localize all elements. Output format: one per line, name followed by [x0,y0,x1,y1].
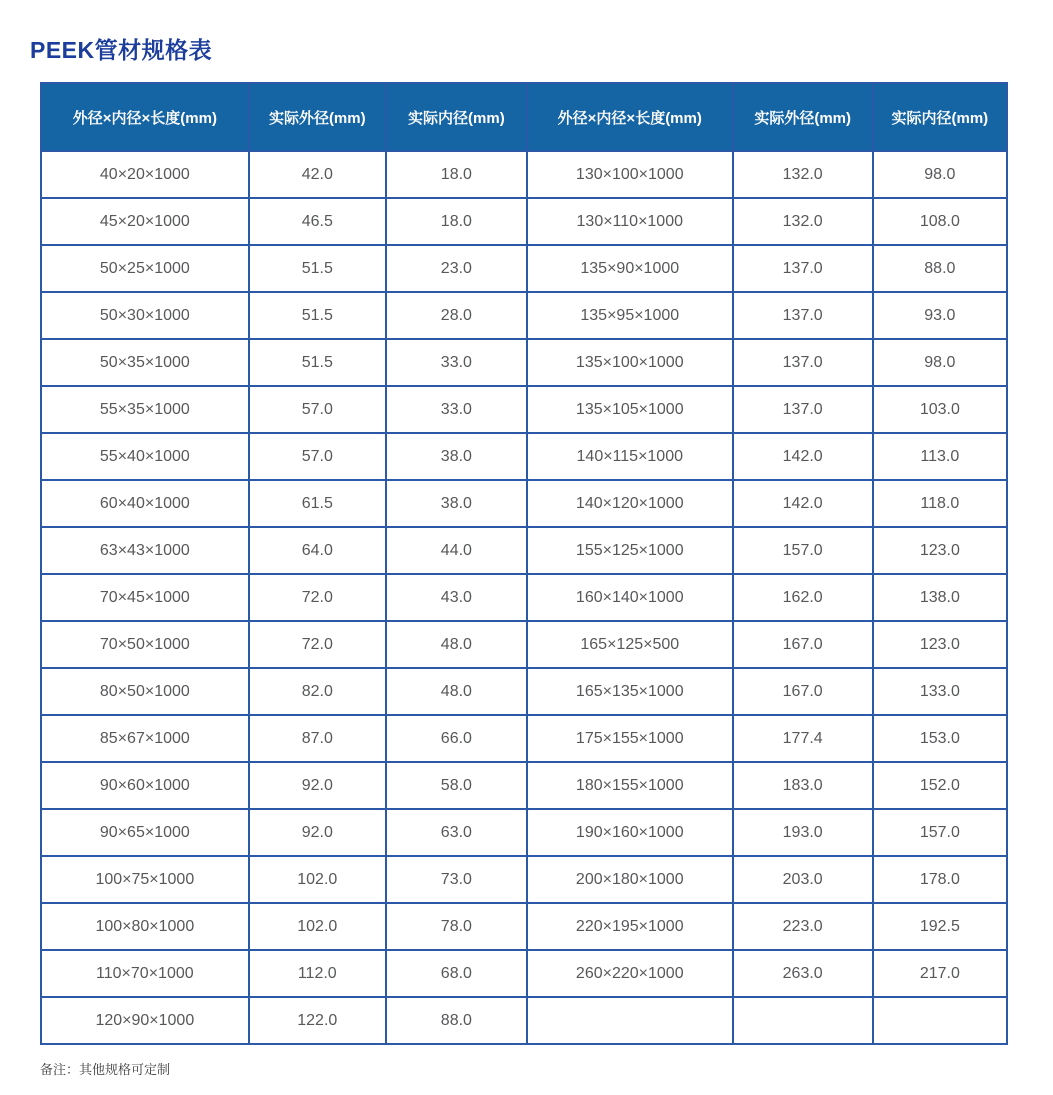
table-cell: 123.0 [873,527,1007,574]
table-row [41,856,1007,903]
table-cell: 190×160×1000 [527,809,733,856]
table-cell: 18.0 [386,151,527,198]
table-cell: 64.0 [249,527,386,574]
table-cell: 72.0 [249,621,386,668]
table-cell: 60×40×1000 [41,480,249,527]
table-cell: 193.0 [733,809,873,856]
table-cell: 138.0 [873,574,1007,621]
table-cell: 98.0 [873,151,1007,198]
table-cell: 51.5 [249,339,386,386]
table-cell: 165×125×500 [527,621,733,668]
table-cell: 46.5 [249,198,386,245]
table-cell: 45×20×1000 [41,198,249,245]
table-cell [873,997,1007,1044]
table-cell: 50×30×1000 [41,292,249,339]
page-title: PEEK管材规格表 [30,37,213,63]
header-cell-actual-id-left: 实际内径(mm) [386,83,527,151]
table-cell: 50×25×1000 [41,245,249,292]
table-cell: 133.0 [873,668,1007,715]
table-cell: 167.0 [733,668,873,715]
table-cell: 120×90×1000 [41,997,249,1044]
header-cell-actual-od-right: 实际外径(mm) [733,83,873,151]
table-row [41,151,1007,198]
table-cell: 113.0 [873,433,1007,480]
table-cell: 48.0 [386,621,527,668]
table-cell: 130×110×1000 [527,198,733,245]
header-cell-spec-right: 外径×内径×长度(mm) [527,83,733,151]
table-cell: 140×120×1000 [527,480,733,527]
table-cell: 155×125×1000 [527,527,733,574]
table-row [41,480,1007,527]
table-row [41,950,1007,997]
table-cell: 220×195×1000 [527,903,733,950]
table-cell: 152.0 [873,762,1007,809]
table-row [41,433,1007,480]
table-row [41,339,1007,386]
table-cell: 203.0 [733,856,873,903]
table-cell: 57.0 [249,386,386,433]
table-row [41,292,1007,339]
table-cell: 63×43×1000 [41,527,249,574]
table-cell: 167.0 [733,621,873,668]
table-cell: 200×180×1000 [527,856,733,903]
table-row [41,621,1007,668]
table-row [41,527,1007,574]
table-cell: 38.0 [386,433,527,480]
table-cell: 175×155×1000 [527,715,733,762]
table-cell: 93.0 [873,292,1007,339]
table-cell: 73.0 [386,856,527,903]
table-cell: 57.0 [249,433,386,480]
table-cell: 98.0 [873,339,1007,386]
table-row [41,762,1007,809]
table-cell: 90×65×1000 [41,809,249,856]
table-cell: 142.0 [733,433,873,480]
table-cell: 130×100×1000 [527,151,733,198]
table-row [41,574,1007,621]
spec-table-header [41,83,1007,151]
table-cell: 66.0 [386,715,527,762]
table-cell: 82.0 [249,668,386,715]
header-cell-spec-left: 外径×内径×长度(mm) [41,83,249,151]
table-cell: 48.0 [386,668,527,715]
table-row [41,809,1007,856]
table-cell: 88.0 [873,245,1007,292]
table-cell: 70×45×1000 [41,574,249,621]
table-cell: 68.0 [386,950,527,997]
table-cell: 177.4 [733,715,873,762]
table-cell: 40×20×1000 [41,151,249,198]
table-cell: 100×80×1000 [41,903,249,950]
table-cell: 88.0 [386,997,527,1044]
table-cell: 183.0 [733,762,873,809]
table-row [41,668,1007,715]
table-cell: 51.5 [249,245,386,292]
table-cell: 80×50×1000 [41,668,249,715]
table-cell: 153.0 [873,715,1007,762]
table-cell: 23.0 [386,245,527,292]
table-cell: 102.0 [249,856,386,903]
table-cell [733,997,873,1044]
table-row [41,386,1007,433]
table-cell: 137.0 [733,339,873,386]
table-cell: 180×155×1000 [527,762,733,809]
table-cell: 87.0 [249,715,386,762]
table-row [41,198,1007,245]
table-cell: 263.0 [733,950,873,997]
table-row [41,997,1007,1044]
table-cell: 137.0 [733,386,873,433]
table-cell: 192.5 [873,903,1007,950]
table-cell: 63.0 [386,809,527,856]
table-cell: 123.0 [873,621,1007,668]
table-cell: 160×140×1000 [527,574,733,621]
table-cell: 260×220×1000 [527,950,733,997]
table-cell: 92.0 [249,809,386,856]
table-cell: 162.0 [733,574,873,621]
table-cell: 28.0 [386,292,527,339]
table-cell: 110×70×1000 [41,950,249,997]
table-cell: 135×105×1000 [527,386,733,433]
table-cell: 72.0 [249,574,386,621]
table-cell: 137.0 [733,292,873,339]
table-cell: 44.0 [386,527,527,574]
table-cell: 90×60×1000 [41,762,249,809]
table-cell: 135×100×1000 [527,339,733,386]
table-cell: 18.0 [386,198,527,245]
table-cell: 33.0 [386,386,527,433]
table-cell: 223.0 [733,903,873,950]
table-row [41,903,1007,950]
table-cell: 135×90×1000 [527,245,733,292]
table-cell: 55×40×1000 [41,433,249,480]
table-cell: 51.5 [249,292,386,339]
table-cell: 142.0 [733,480,873,527]
table-cell: 33.0 [386,339,527,386]
table-cell: 157.0 [873,809,1007,856]
table-cell: 122.0 [249,997,386,1044]
table-row [41,715,1007,762]
table-cell: 70×50×1000 [41,621,249,668]
table-cell: 100×75×1000 [41,856,249,903]
table-cell: 108.0 [873,198,1007,245]
table-cell: 85×67×1000 [41,715,249,762]
table-cell: 92.0 [249,762,386,809]
table-cell: 132.0 [733,198,873,245]
table-cell: 112.0 [249,950,386,997]
table-cell: 102.0 [249,903,386,950]
table-cell: 118.0 [873,480,1007,527]
table-cell: 178.0 [873,856,1007,903]
footer-note: 备注：其他规格可定制 [40,1062,171,1077]
header-cell-actual-od-left: 实际外径(mm) [249,83,386,151]
table-cell: 50×35×1000 [41,339,249,386]
spec-table [40,82,1008,1045]
table-cell: 132.0 [733,151,873,198]
header-cell-actual-id-right: 实际内径(mm) [873,83,1007,151]
table-cell: 103.0 [873,386,1007,433]
table-cell: 55×35×1000 [41,386,249,433]
table-cell: 140×115×1000 [527,433,733,480]
table-cell: 217.0 [873,950,1007,997]
table-cell: 61.5 [249,480,386,527]
table-cell: 137.0 [733,245,873,292]
table-cell: 43.0 [386,574,527,621]
table-cell: 165×135×1000 [527,668,733,715]
table-cell: 157.0 [733,527,873,574]
table-cell: 135×95×1000 [527,292,733,339]
table-cell: 38.0 [386,480,527,527]
table-cell: 78.0 [386,903,527,950]
spec-table-body [41,151,1007,1044]
table-cell: 42.0 [249,151,386,198]
table-row [41,245,1007,292]
header-row [41,83,1007,151]
table-cell: 58.0 [386,762,527,809]
table-cell [527,997,733,1044]
